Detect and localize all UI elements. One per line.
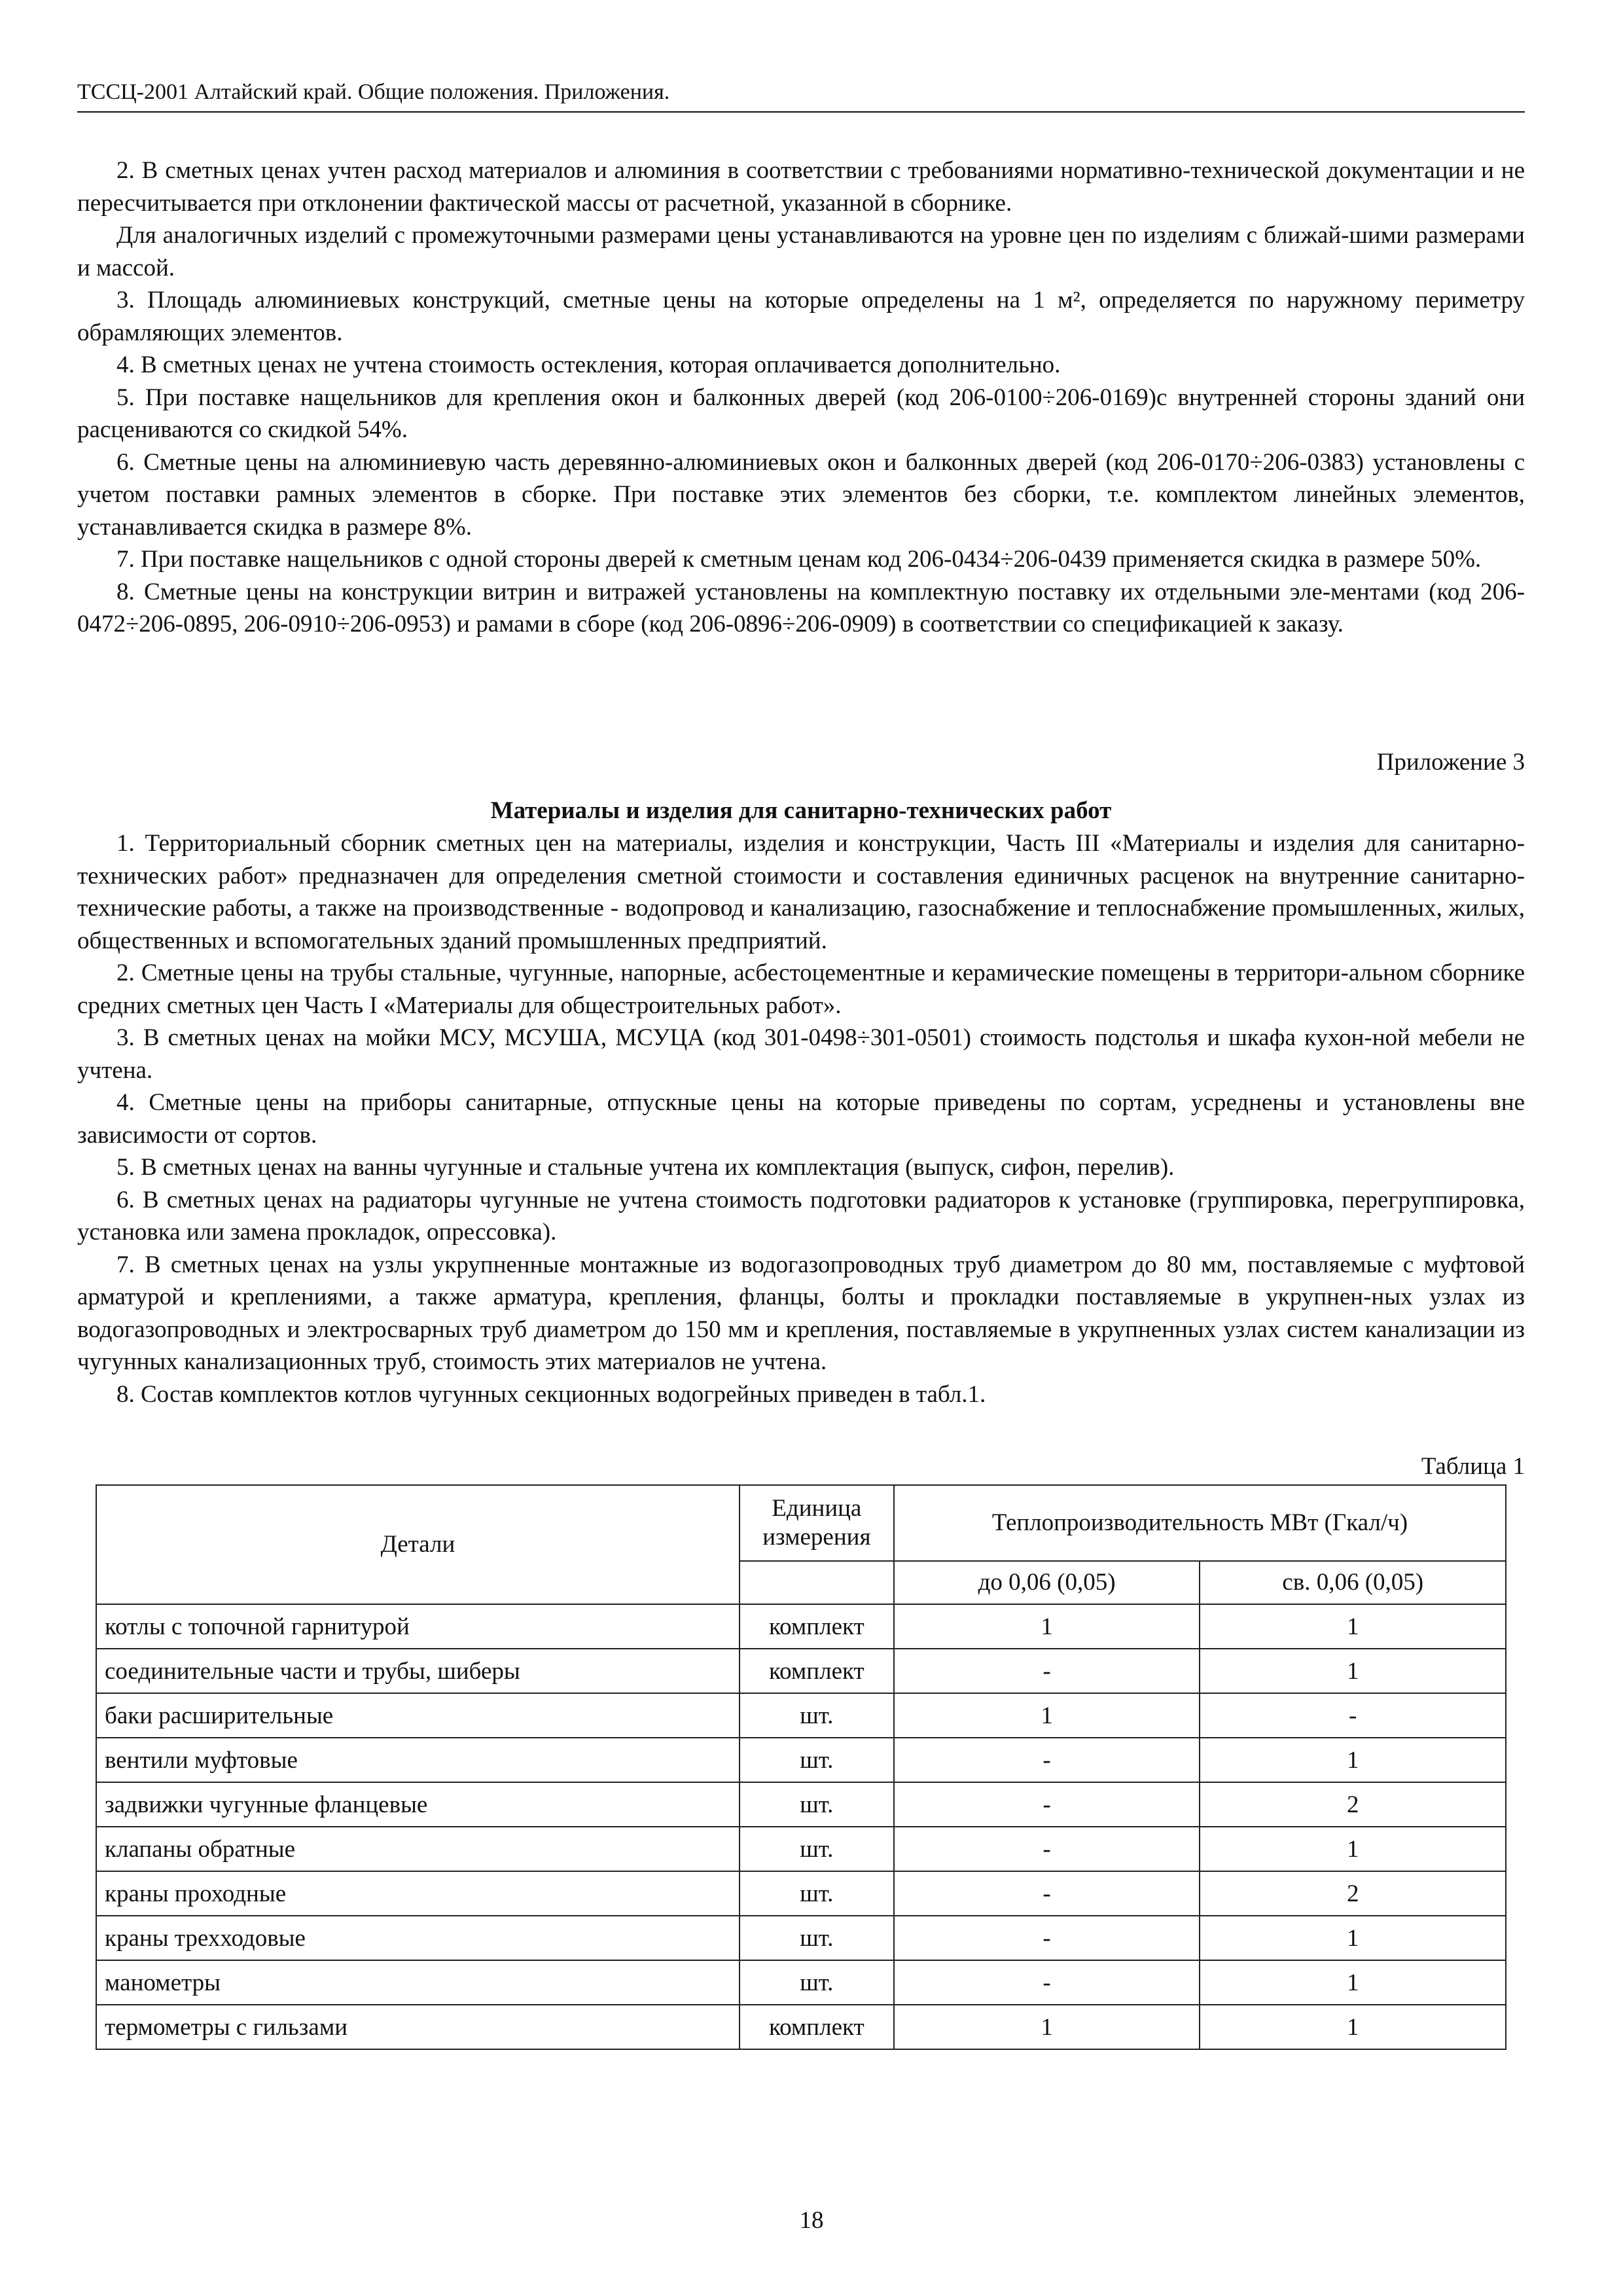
cell-detail: краны проходные — [96, 1871, 740, 1916]
paragraph: 2. Сметные цены на трубы стальные, чугунные, напорные, асбестоцементные и керамические помещены в территори-альном сборнике средних сметных цен Часть I «Материалы для общестроительных работ». — [77, 960, 1525, 1019]
cell-unit: шт. — [740, 1871, 894, 1916]
paragraph: 5. При поставке нащельников для крепления окон и балконных дверей (код 206-0100÷206-0169)с внутренней стороны зданий они расцениваются со скидкой 54%. — [77, 384, 1525, 443]
cell-detail: термометры с гильзами — [96, 2005, 740, 2049]
paragraph: 3. В сметных ценах на мойки МСУ, МСУША, МСУЦА (код 301-0498÷301-0501) стоимость подстолья и шкафа кухон-ной мебели не учтена. — [77, 1024, 1525, 1084]
cell-capacity-high: 2 — [1200, 1782, 1506, 1827]
header-capacity-low: до 0,06 (0,05) — [894, 1561, 1200, 1604]
paragraph: 8. Сметные цены на конструкции витрин и витражей установлены на комплектную поставку их отдельными эле-ментами (код 206-0472÷206-0895, 206-0910÷206-0953) и рамами в сборе (код 206-0896÷206-0909) в соответствии со спецификацией к заказу. — [77, 578, 1525, 637]
section-title: Материалы и изделия для санитарно-технических работ — [490, 797, 1112, 824]
cell-capacity-low: 1 — [894, 1604, 1200, 1649]
cell-unit: шт. — [740, 1960, 894, 2005]
cell-capacity-high: 1 — [1200, 1916, 1506, 1960]
running-header: ТССЦ-2001 Алтайский край. Общие положения. Приложения. — [77, 77, 1525, 113]
table-body — [96, 1604, 1506, 2049]
cell-capacity-high: 1 — [1200, 1649, 1506, 1693]
cell-capacity-high: 1 — [1200, 1604, 1506, 1649]
boiler-components-table — [96, 1484, 1507, 2050]
table-row — [96, 1916, 1506, 1960]
table-row — [96, 1871, 1506, 1916]
cell-unit: шт. — [740, 1782, 894, 1827]
cell-detail: баки расширительные — [96, 1693, 740, 1738]
cell-capacity-high: - — [1200, 1693, 1506, 1738]
cell-detail: котлы с топочной гарнитурой — [96, 1604, 740, 1649]
table-row — [96, 1649, 1506, 1693]
cell-unit: комплект — [740, 1649, 894, 1693]
header-capacity: Теплопроизводительность МВт (Гкал/ч) — [894, 1485, 1506, 1561]
appendix-label: Приложение 3 — [1376, 749, 1525, 776]
paragraph: 2. В сметных ценах учтен расход материалов и алюминия в соответствии с требованиями нормативно-технической документации и не пересчитывается при отклонении фактической массы от расчетной, указанной в сборнике. — [77, 157, 1525, 217]
cell-capacity-low: - — [894, 1827, 1200, 1871]
table-row — [96, 2005, 1506, 2049]
paragraph: 5. В сметных ценах на ванны чугунные и стальные учтена их комплектация (выпуск, сифон, перелив). — [116, 1154, 1175, 1181]
cell-detail: манометры — [96, 1960, 740, 2005]
cell-capacity-high: 1 — [1200, 2005, 1506, 2049]
cell-capacity-low: - — [894, 1738, 1200, 1782]
header-detail: Детали — [96, 1485, 740, 1604]
paragraph: 4. В сметных ценах не учтена стоимость остекления, которая оплачивается дополнительно. — [116, 351, 1061, 378]
table-row — [96, 1827, 1506, 1871]
table-row — [96, 1738, 1506, 1782]
paragraph: 7. В сметных ценах на узлы укрупненные монтажные из водогазопроводных труб диаметром до 80 мм, поставляемые с муфтовой арматурой и креплениями, а также арматура, крепления, фланцы, болты и прокладки поставляемые в укрупнен-ных узлах из водогазопроводных и электросварных труб диаметром до 150 мм и крепления, поставляемые в укрупненных узлах систем канализации из чугунных канализационных труб, стоимость этих материалов не учтена. — [77, 1251, 1525, 1375]
cell-capacity-high: 2 — [1200, 1871, 1506, 1916]
paragraph: Для аналогичных изделий с промежуточными размерами цены устанавливаются на уровне цен по изделиям с ближай-шими размерами и массой. — [77, 222, 1525, 281]
page-number: 18 — [799, 2207, 824, 2234]
paragraph: 3. Площадь алюминиевых конструкций, сметные цены на которые определены на 1 м², определяется по наружному периметру обрамляющих элементов. — [77, 287, 1525, 346]
cell-capacity-low: - — [894, 1916, 1200, 1960]
paragraph: 6. В сметных ценах на радиаторы чугунные не учтена стоимость подготовки радиаторов к установке (группировка, перегруппировка, установка или замена прокладок, опрессовка). — [77, 1186, 1525, 1246]
cell-capacity-low: 1 — [894, 1693, 1200, 1738]
cell-unit: комплект — [740, 2005, 894, 2049]
cell-detail: задвижки чугунные фланцевые — [96, 1782, 740, 1827]
header-unit-empty — [740, 1561, 894, 1604]
paragraph: 7. При поставке нащельников с одной стороны дверей к сметным ценам код 206-0434÷206-0439 применяется скидка в размере 50%. — [116, 546, 1482, 573]
table-row — [96, 1693, 1506, 1738]
cell-unit: шт. — [740, 1738, 894, 1782]
cell-detail: соединительные части и трубы, шиберы — [96, 1649, 740, 1693]
cell-capacity-low: - — [894, 1649, 1200, 1693]
table-label: Таблица 1 — [1421, 1453, 1525, 1480]
cell-unit: комплект — [740, 1604, 894, 1649]
cell-capacity-low: - — [894, 1960, 1200, 2005]
cell-capacity-high: 1 — [1200, 1738, 1506, 1782]
cell-capacity-low: - — [894, 1871, 1200, 1916]
cell-capacity-low: - — [894, 1782, 1200, 1827]
cell-capacity-high: 1 — [1200, 1827, 1506, 1871]
header-unit: Единица измерения — [740, 1485, 894, 1561]
cell-unit: шт. — [740, 1693, 894, 1738]
table-row — [96, 1604, 1506, 1649]
paragraph: 4. Сметные цены на приборы санитарные, отпускные цены на которые приведены по сортам, усреднены и установлены вне зависимости от сортов. — [77, 1089, 1525, 1149]
cell-unit: шт. — [740, 1827, 894, 1871]
cell-unit: шт. — [740, 1916, 894, 1960]
table-row — [96, 1960, 1506, 2005]
paragraph: 1. Территориальный сборник сметных цен на материалы, изделия и конструкции, Часть III «Материалы и изделия для санитарно-технических работ» предназначен для определения сметной стоимости и составления единичных расценок на внутренние санитарно-технические работы, а также на производственные - водопровод и канализацию, газоснабжение и теплоснабжение промышленных, жилых, общественных и вспомогательных зданий промышленных предприятий. — [77, 830, 1525, 954]
cell-detail: краны трехходовые — [96, 1916, 740, 1960]
cell-capacity-high: 1 — [1200, 1960, 1506, 2005]
paragraph: 6. Сметные цены на алюминиевую часть деревянно-алюминиевых окон и балконных дверей (код 206-0170÷206-0383) установлены с учетом поставки рамных элементов в сборке. При поставке этих элементов без сборки, т.е. комплектом линейных элементов, устанавливается скидка в размере 8%. — [77, 448, 1525, 541]
paragraph: 8. Состав комплектов котлов чугунных секционных водогрейных приведен в табл.1. — [116, 1380, 986, 1408]
section-1-body — [77, 154, 1525, 641]
cell-detail: клапаны обратные — [96, 1827, 740, 1871]
table-row — [96, 1782, 1506, 1827]
cell-capacity-low: 1 — [894, 2005, 1200, 2049]
header-capacity-high: св. 0,06 (0,05) — [1200, 1561, 1506, 1604]
cell-detail: вентили муфтовые — [96, 1738, 740, 1782]
section-2-body — [77, 827, 1525, 1410]
